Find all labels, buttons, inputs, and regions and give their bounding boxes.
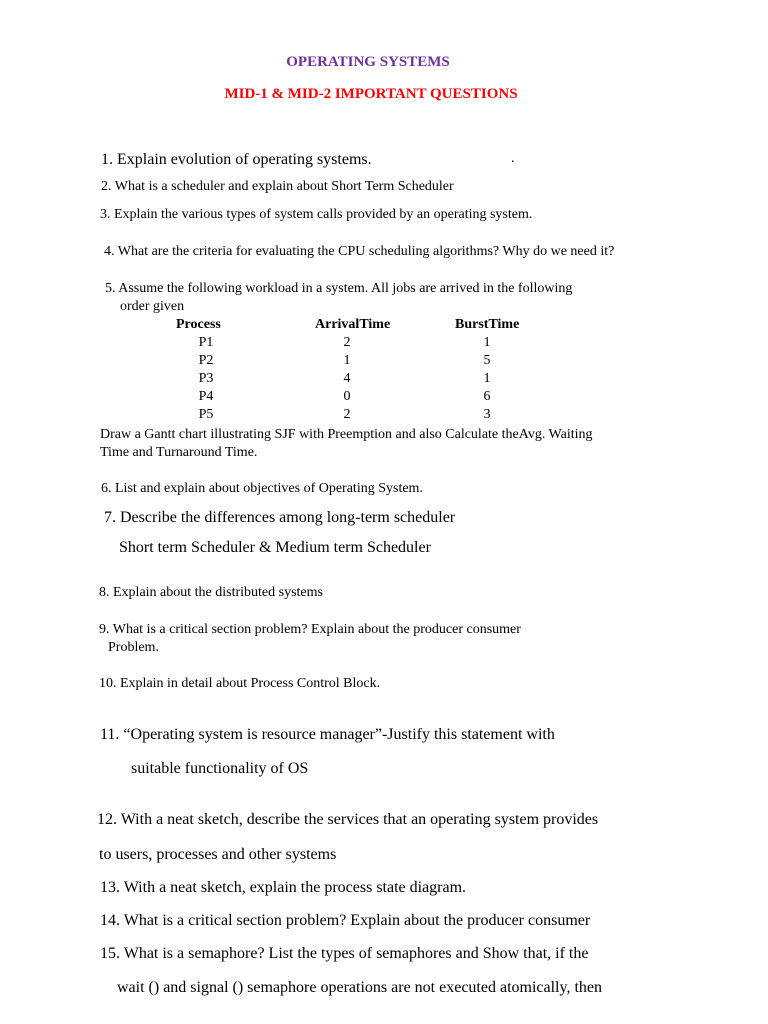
- question-1-stray-dot: .: [511, 151, 515, 166]
- table-cell-arrival: 0: [343, 389, 351, 404]
- question-9-line-1: 9. What is a critical section problem? Explain about the producer consumer: [99, 622, 521, 637]
- table-cell-burst: 1: [483, 371, 491, 386]
- table-cell-arrival: 4: [343, 371, 351, 386]
- question-12-line-1: 12. With a neat sketch, describe the services that an operating system provides: [97, 811, 599, 828]
- question-4: 4. What are the criteria for evaluating the CPU scheduling algorithms? Why do we need it?: [104, 244, 615, 259]
- question-12-line-2: to users, processes and other systems: [99, 846, 337, 863]
- question-2: 2. What is a scheduler and explain about Short Term Scheduler: [101, 179, 454, 194]
- document-title: OPERATING SYSTEMS: [286, 54, 450, 70]
- question-6: 6. List and explain about objectives of Operating System.: [101, 481, 423, 496]
- table-cell-process: P3: [198, 371, 214, 386]
- question-8: 8. Explain about the distributed systems: [99, 585, 323, 600]
- question-14: 14. What is a critical section problem? Explain about the producer consumer: [100, 912, 591, 929]
- table-cell-process: P1: [198, 335, 214, 350]
- question-7-line-2: Short term Scheduler & Medium term Scheduler: [119, 539, 431, 556]
- question-1: 1. Explain evolution of operating systems.: [101, 151, 372, 168]
- question-15-line-2: wait () and signal () semaphore operations are not executed atomically, then: [117, 979, 602, 996]
- question-9-line-2: Problem.: [108, 640, 159, 655]
- table-header-process: Process: [176, 317, 221, 332]
- question-13: 13. With a neat sketch, explain the process state diagram.: [100, 879, 467, 896]
- question-3: 3. Explain the various types of system calls provided by an operating system.: [100, 207, 533, 222]
- table-header-burst-time: BurstTime: [455, 317, 520, 332]
- table-cell-burst: 6: [483, 389, 491, 404]
- question-7-line-1: 7. Describe the differences among long-term scheduler: [104, 509, 456, 526]
- table-cell-process: P4: [198, 389, 214, 404]
- question-5-line-1: 5. Assume the following workload in a system. All jobs are arrived in the following: [105, 281, 573, 296]
- question-5-instructions-line-2: Time and Turnaround Time.: [100, 445, 258, 460]
- document-subtitle: MID-1 & MID-2 IMPORTANT QUESTIONS: [224, 86, 518, 102]
- table-cell-process: P5: [198, 407, 214, 422]
- table-cell-arrival: 2: [343, 407, 351, 422]
- question-15-line-1: 15. What is a semaphore? List the types of semaphores and Show that, if the: [100, 945, 589, 962]
- table-cell-burst: 5: [483, 353, 491, 368]
- table-cell-arrival: 2: [343, 335, 351, 350]
- table-cell-burst: 3: [483, 407, 491, 422]
- table-cell-process: P2: [198, 353, 214, 368]
- question-5-line-2: order given: [120, 299, 185, 314]
- question-11-line-2: suitable functionality of OS: [131, 760, 309, 777]
- question-10: 10. Explain in detail about Process Control Block.: [99, 676, 381, 691]
- question-11-line-1: 11. “Operating system is resource manager”-Justify this statement with: [100, 726, 555, 743]
- table-header-arrival-time: ArrivalTime: [315, 317, 391, 332]
- question-5-instructions-line-1: Draw a Gantt chart illustrating SJF with Preemption and also Calculate theAvg. Waiting: [100, 427, 593, 442]
- table-cell-arrival: 1: [343, 353, 351, 368]
- table-cell-burst: 1: [483, 335, 491, 350]
